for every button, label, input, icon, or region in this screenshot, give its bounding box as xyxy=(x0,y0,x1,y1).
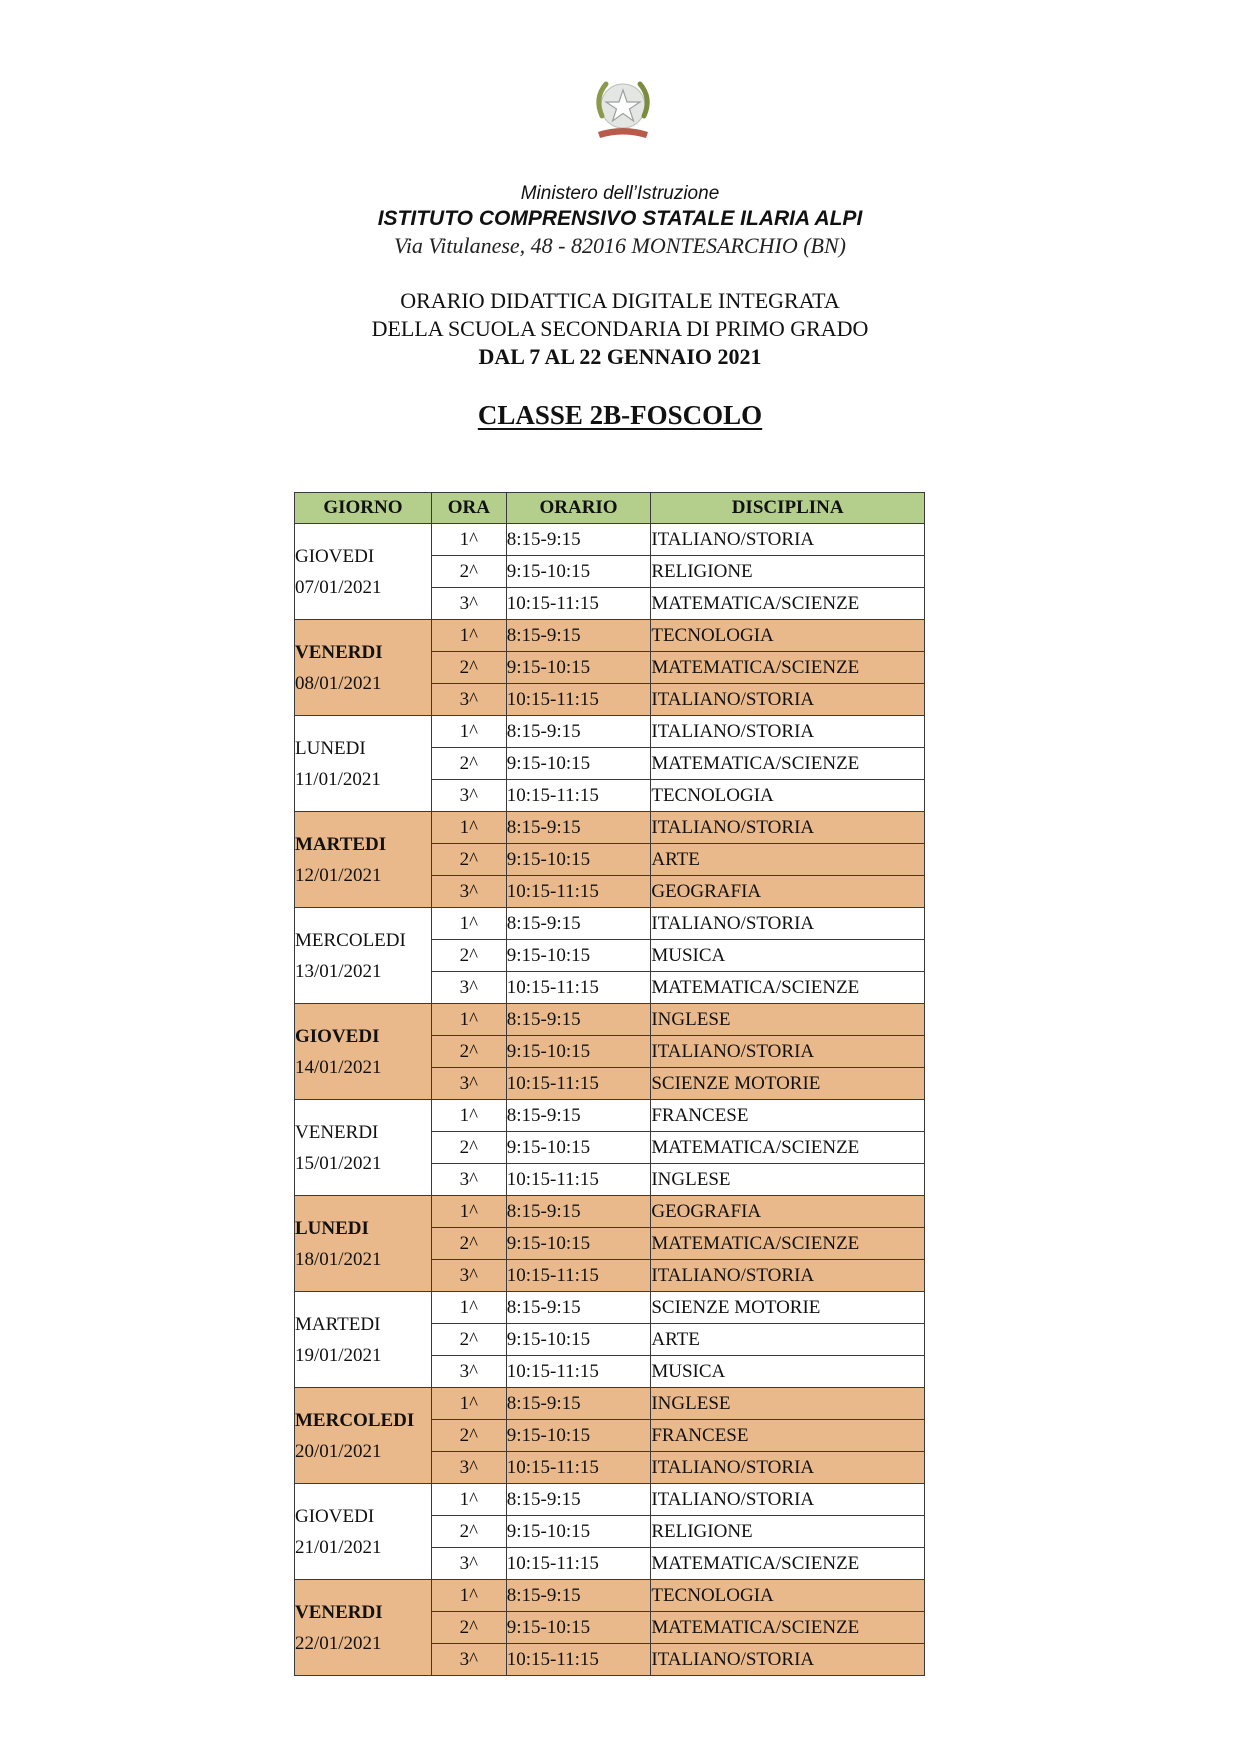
day-date: 11/01/2021 xyxy=(295,768,381,790)
day-name: GIOVEDI xyxy=(295,1025,380,1047)
orario-cell: 8:15-9:15 xyxy=(506,620,651,652)
disciplina-cell: MUSICA xyxy=(651,1356,925,1388)
orario-cell: 8:15-9:15 xyxy=(506,908,651,940)
day-name: VENERDI xyxy=(295,1601,383,1623)
ora-cell: 2^ xyxy=(431,1612,506,1644)
ora-cell: 2^ xyxy=(431,844,506,876)
document-title-line-1: ORARIO DIDATTICA DIGITALE INTEGRATA xyxy=(400,288,840,313)
disciplina-cell: ITALIANO/STORIA xyxy=(651,1036,925,1068)
disciplina-cell: ITALIANO/STORIA xyxy=(651,1644,925,1676)
ora-cell: 2^ xyxy=(431,1228,506,1260)
ora-cell: 1^ xyxy=(431,1004,506,1036)
disciplina-cell: ITALIANO/STORIA xyxy=(651,1484,925,1516)
orario-cell: 8:15-9:15 xyxy=(506,1100,651,1132)
orario-cell: 9:15-10:15 xyxy=(506,1516,651,1548)
ora-cell: 1^ xyxy=(431,908,506,940)
column-header-giorno: GIORNO xyxy=(295,493,432,524)
disciplina-cell: ITALIANO/STORIA xyxy=(651,1452,925,1484)
ora-cell: 2^ xyxy=(431,1516,506,1548)
orario-cell: 10:15-11:15 xyxy=(506,972,651,1004)
ora-cell: 3^ xyxy=(431,1164,506,1196)
orario-cell: 10:15-11:15 xyxy=(506,1644,651,1676)
day-date: 22/01/2021 xyxy=(295,1632,382,1654)
day-date: 18/01/2021 xyxy=(295,1248,382,1270)
class-title-text: CLASSE 2B-FOSCOLO xyxy=(477,400,763,430)
day-date: 12/01/2021 xyxy=(295,864,382,886)
institute-address: Via Vitulanese, 48 - 82016 MONTESARCHIO (BN) xyxy=(394,233,846,258)
day-cell xyxy=(295,812,432,908)
ora-cell: 1^ xyxy=(431,812,506,844)
orario-cell: 10:15-11:15 xyxy=(506,1164,651,1196)
disciplina-cell: FRANCESE xyxy=(651,1420,925,1452)
day-date: 07/01/2021 xyxy=(295,576,382,598)
ora-cell: 2^ xyxy=(431,1036,506,1068)
table-row xyxy=(295,716,925,748)
ora-cell: 1^ xyxy=(431,1388,506,1420)
disciplina-cell: MUSICA xyxy=(651,940,925,972)
orario-cell: 9:15-10:15 xyxy=(506,1036,651,1068)
schedule-body xyxy=(295,524,925,1676)
table-header-row xyxy=(295,493,925,524)
disciplina-cell: ITALIANO/STORIA xyxy=(651,908,925,940)
ora-cell: 3^ xyxy=(431,1356,506,1388)
table-row xyxy=(295,1100,925,1132)
ora-cell: 3^ xyxy=(431,1548,506,1580)
disciplina-cell: SCIENZE MOTORIE xyxy=(651,1292,925,1324)
disciplina-cell: MATEMATICA/SCIENZE xyxy=(651,588,925,620)
disciplina-cell: SCIENZE MOTORIE xyxy=(651,1068,925,1100)
disciplina-cell: GEOGRAFIA xyxy=(651,876,925,908)
table-row xyxy=(295,1196,925,1228)
ora-cell: 2^ xyxy=(431,1324,506,1356)
orario-cell: 8:15-9:15 xyxy=(506,1580,651,1612)
disciplina-cell: ARTE xyxy=(651,844,925,876)
disciplina-cell: MATEMATICA/SCIENZE xyxy=(651,1612,925,1644)
column-header-disciplina: DISCIPLINA xyxy=(651,493,925,524)
disciplina-cell: INGLESE xyxy=(651,1388,925,1420)
orario-cell: 9:15-10:15 xyxy=(506,1420,651,1452)
day-date: 19/01/2021 xyxy=(295,1344,382,1366)
orario-cell: 8:15-9:15 xyxy=(506,1484,651,1516)
table-row xyxy=(295,908,925,940)
ora-cell: 3^ xyxy=(431,876,506,908)
disciplina-cell: ITALIANO/STORIA xyxy=(651,524,925,556)
day-name: GIOVEDI xyxy=(295,1505,375,1527)
disciplina-cell: TECNOLOGIA xyxy=(651,1580,925,1612)
day-cell xyxy=(295,1196,432,1292)
disciplina-cell: MATEMATICA/SCIENZE xyxy=(651,748,925,780)
orario-cell: 9:15-10:15 xyxy=(506,652,651,684)
ora-cell: 3^ xyxy=(431,684,506,716)
orario-cell: 8:15-9:15 xyxy=(506,1004,651,1036)
table-row xyxy=(295,1004,925,1036)
orario-cell: 10:15-11:15 xyxy=(506,780,651,812)
orario-cell: 10:15-11:15 xyxy=(506,588,651,620)
table-row xyxy=(295,620,925,652)
day-cell xyxy=(295,1004,432,1100)
day-date: 14/01/2021 xyxy=(295,1056,382,1078)
date-range: DAL 7 AL 22 GENNAIO 2021 xyxy=(478,344,762,369)
table-row xyxy=(295,812,925,844)
day-cell xyxy=(295,1292,432,1388)
table-row xyxy=(295,1388,925,1420)
disciplina-cell: FRANCESE xyxy=(651,1100,925,1132)
day-cell xyxy=(295,524,432,620)
day-date: 15/01/2021 xyxy=(295,1152,382,1174)
orario-cell: 8:15-9:15 xyxy=(506,524,651,556)
orario-cell: 9:15-10:15 xyxy=(506,1324,651,1356)
day-date: 20/01/2021 xyxy=(295,1440,382,1462)
ora-cell: 1^ xyxy=(431,1484,506,1516)
ora-cell: 2^ xyxy=(431,940,506,972)
disciplina-cell: ITALIANO/STORIA xyxy=(651,684,925,716)
orario-cell: 10:15-11:15 xyxy=(506,1452,651,1484)
orario-cell: 8:15-9:15 xyxy=(506,716,651,748)
disciplina-cell: TECNOLOGIA xyxy=(651,620,925,652)
day-cell xyxy=(295,1100,432,1196)
ora-cell: 3^ xyxy=(431,1068,506,1100)
ora-cell: 3^ xyxy=(431,1452,506,1484)
ora-cell: 1^ xyxy=(431,1580,506,1612)
ora-cell: 1^ xyxy=(431,1100,506,1132)
ora-cell: 2^ xyxy=(431,1420,506,1452)
disciplina-cell: ITALIANO/STORIA xyxy=(651,812,925,844)
day-name: MERCOLEDI xyxy=(295,1409,415,1431)
orario-cell: 8:15-9:15 xyxy=(506,1292,651,1324)
ora-cell: 1^ xyxy=(431,620,506,652)
day-name: LUNEDI xyxy=(295,1217,369,1239)
orario-cell: 10:15-11:15 xyxy=(506,1068,651,1100)
column-header-orario: ORARIO xyxy=(506,493,651,524)
orario-cell: 10:15-11:15 xyxy=(506,1260,651,1292)
italian-republic-emblem-icon xyxy=(590,76,656,146)
day-date: 21/01/2021 xyxy=(295,1536,382,1558)
day-cell xyxy=(295,1388,432,1484)
orario-cell: 9:15-10:15 xyxy=(506,940,651,972)
ora-cell: 3^ xyxy=(431,588,506,620)
orario-cell: 8:15-9:15 xyxy=(506,812,651,844)
orario-cell: 10:15-11:15 xyxy=(506,1356,651,1388)
ora-cell: 3^ xyxy=(431,972,506,1004)
table-row xyxy=(295,524,925,556)
ora-cell: 3^ xyxy=(431,1260,506,1292)
disciplina-cell: MATEMATICA/SCIENZE xyxy=(651,1548,925,1580)
document-title-line-2: DELLA SCUOLA SECONDARIA DI PRIMO GRADO xyxy=(371,316,869,341)
orario-cell: 8:15-9:15 xyxy=(506,1388,651,1420)
orario-cell: 10:15-11:15 xyxy=(506,876,651,908)
table-row xyxy=(295,1580,925,1612)
day-name: VENERDI xyxy=(295,641,383,663)
day-name: MERCOLEDI xyxy=(295,929,406,951)
disciplina-cell: ITALIANO/STORIA xyxy=(651,716,925,748)
orario-cell: 10:15-11:15 xyxy=(506,1548,651,1580)
disciplina-cell: RELIGIONE xyxy=(651,556,925,588)
day-name: LUNEDI xyxy=(295,737,366,759)
ora-cell: 1^ xyxy=(431,524,506,556)
disciplina-cell: TECNOLOGIA xyxy=(651,780,925,812)
orario-cell: 9:15-10:15 xyxy=(506,748,651,780)
disciplina-cell: MATEMATICA/SCIENZE xyxy=(651,1132,925,1164)
day-cell xyxy=(295,620,432,716)
orario-cell: 10:15-11:15 xyxy=(506,684,651,716)
ora-cell: 2^ xyxy=(431,1132,506,1164)
day-name: GIOVEDI xyxy=(295,545,375,567)
disciplina-cell: ARTE xyxy=(651,1324,925,1356)
ministry-name: Ministero dell’Istruzione xyxy=(520,183,720,204)
disciplina-cell: GEOGRAFIA xyxy=(651,1196,925,1228)
disciplina-cell: INGLESE xyxy=(651,1004,925,1036)
day-cell xyxy=(295,1484,432,1580)
institute-name: ISTITUTO COMPRENSIVO STATALE ILARIA ALPI xyxy=(377,207,863,230)
disciplina-cell: MATEMATICA/SCIENZE xyxy=(651,652,925,684)
day-date: 08/01/2021 xyxy=(295,672,382,694)
ora-cell: 3^ xyxy=(431,1644,506,1676)
day-name: MARTEDI xyxy=(295,833,387,855)
disciplina-cell: INGLESE xyxy=(651,1164,925,1196)
ora-cell: 3^ xyxy=(431,780,506,812)
disciplina-cell: ITALIANO/STORIA xyxy=(651,1260,925,1292)
orario-cell: 9:15-10:15 xyxy=(506,844,651,876)
orario-cell: 9:15-10:15 xyxy=(506,1228,651,1260)
ora-cell: 1^ xyxy=(431,716,506,748)
ora-cell: 2^ xyxy=(431,556,506,588)
ora-cell: 2^ xyxy=(431,748,506,780)
orario-cell: 9:15-10:15 xyxy=(506,1132,651,1164)
table-row xyxy=(295,1484,925,1516)
orario-cell: 8:15-9:15 xyxy=(506,1196,651,1228)
disciplina-cell: MATEMATICA/SCIENZE xyxy=(651,1228,925,1260)
column-header-ora: ORA xyxy=(431,493,506,524)
disciplina-cell: RELIGIONE xyxy=(651,1516,925,1548)
day-cell xyxy=(295,908,432,1004)
ora-cell: 1^ xyxy=(431,1292,506,1324)
disciplina-cell: MATEMATICA/SCIENZE xyxy=(651,972,925,1004)
day-name: MARTEDI xyxy=(295,1313,381,1335)
day-name: VENERDI xyxy=(295,1121,379,1143)
day-cell xyxy=(295,1580,432,1676)
orario-cell: 9:15-10:15 xyxy=(506,1612,651,1644)
schedule-table xyxy=(294,492,925,1676)
class-title xyxy=(0,400,1240,431)
day-date: 13/01/2021 xyxy=(295,960,382,982)
day-cell xyxy=(295,716,432,812)
ora-cell: 1^ xyxy=(431,1196,506,1228)
ora-cell: 2^ xyxy=(431,652,506,684)
orario-cell: 9:15-10:15 xyxy=(506,556,651,588)
table-row xyxy=(295,1292,925,1324)
